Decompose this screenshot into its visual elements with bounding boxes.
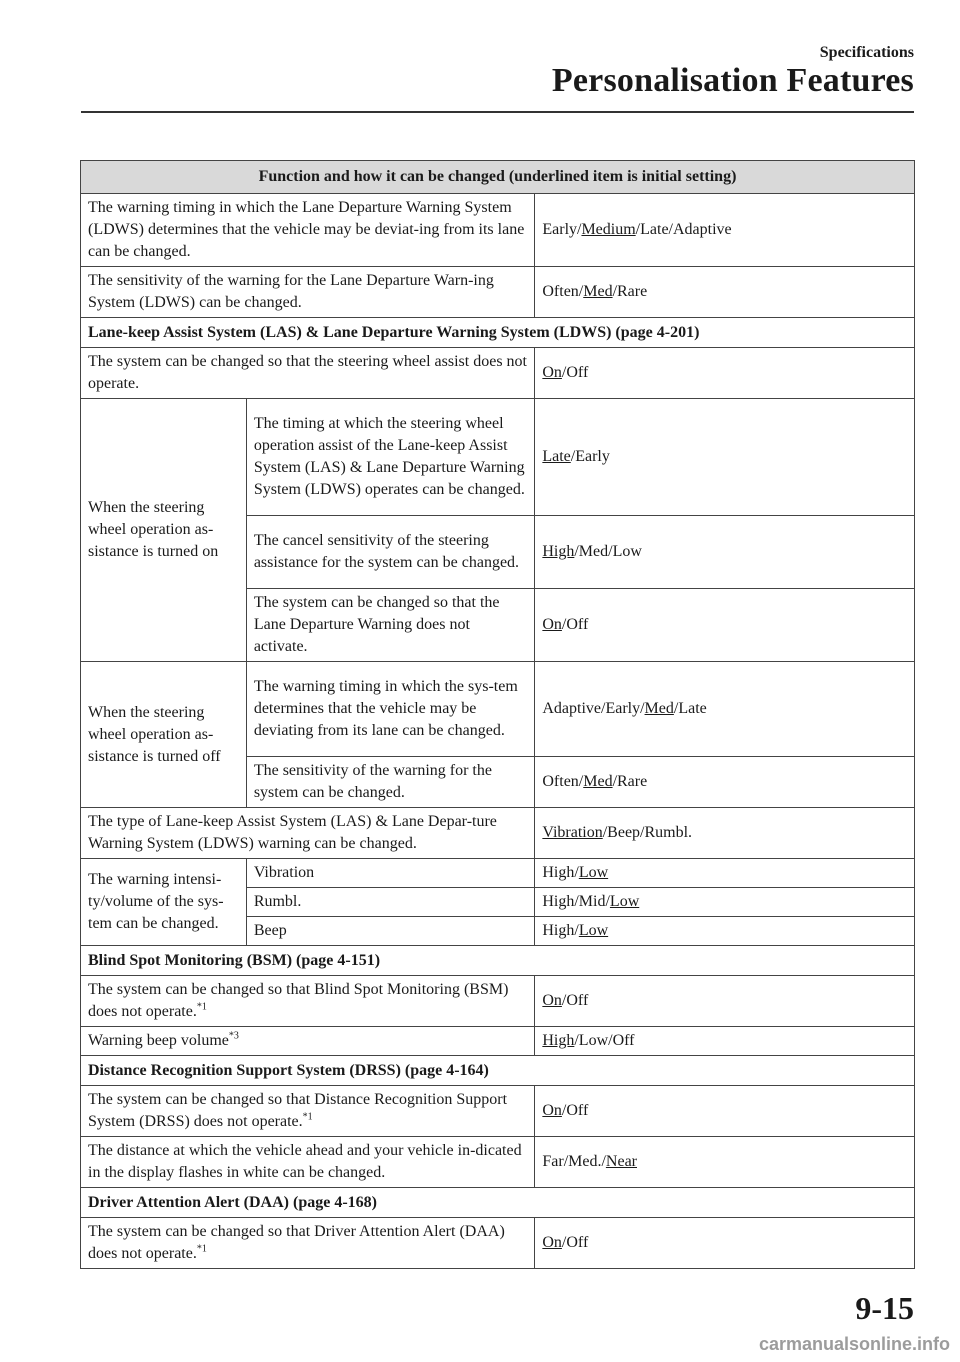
row-description: The system can be changed so that the steering wheel assist does not operate. [81, 348, 535, 399]
initial-setting: On [542, 616, 562, 633]
row-value: Late/Early [535, 399, 915, 516]
section-row [81, 1188, 915, 1218]
row-description: Vibration [246, 859, 535, 888]
watermark: carmanualsonline.info [758, 1334, 950, 1354]
section-heading-drss: Distance Recognition Support System (DRSS) (page 4-164) [81, 1056, 915, 1086]
row-description: The system can be changed so that Blind Spot Monitoring (BSM) does not operate.$^{*1}$ [81, 976, 535, 1027]
initial-setting: Low [609, 893, 640, 910]
header-rule [81, 111, 914, 113]
initial-setting: High [542, 543, 575, 560]
row-value: High/Low/Off [535, 1027, 915, 1056]
section-heading-bsm: Blind Spot Monitoring (BSM) (page 4-151) [81, 946, 915, 976]
table-row [81, 1086, 915, 1137]
initial-setting: Low [578, 922, 609, 939]
row-description: The warning timing in which the sys-tem determines that the vehicle may be deviating from its lane can be changed. [246, 662, 535, 757]
row-description: The sensitivity of the warning for the Lane Departure Warn-ing System (LDWS) can be changed. [81, 267, 535, 318]
row-value: On/Off [535, 1086, 915, 1137]
row-value: On/Off [535, 589, 915, 662]
table-row [81, 859, 915, 888]
group-label-assist-on: When the steering wheel operation as-sistance is turned on [81, 399, 247, 662]
page-number: 9-15 [855, 1290, 914, 1326]
table-row [81, 1218, 915, 1269]
row-value: High/Med/Low [535, 516, 915, 589]
row-description: The system can be changed so that the Lane Departure Warning does not activate. [246, 589, 535, 662]
row-description: The system can be changed so that Distance Recognition Support System (DRSS) does not operate.$^{*1}$ [81, 1086, 535, 1137]
initial-setting: Med [583, 773, 613, 790]
initial-setting: Med [583, 283, 613, 300]
row-value: Early/Medium/Late/Adaptive [535, 194, 915, 267]
footnote-mark: *1 [196, 1001, 207, 1013]
personalisation-table [80, 160, 915, 1269]
section-row [81, 946, 915, 976]
initial-setting: Vibration [542, 824, 603, 841]
row-value: On/Off [535, 1218, 915, 1269]
section-label: Specifications [819, 44, 914, 61]
row-description: Rumbl. [246, 888, 535, 917]
row-description: Warning beep volume$^{*3}$ [81, 1027, 535, 1056]
table-heading: Function and how it can be changed (underlined item is initial setting) [81, 161, 915, 194]
table-row [81, 976, 915, 1027]
initial-setting: On [542, 364, 562, 381]
initial-setting: Med [644, 700, 674, 717]
initial-setting: Medium [581, 221, 636, 238]
row-description: The cancel sensitivity of the steering assistance for the system can be changed. [246, 516, 535, 589]
group-label-intensity: The warning intensi-ty/volume of the sys-tem can be changed. [81, 859, 247, 946]
table-row [81, 194, 915, 267]
table-row [81, 808, 915, 859]
initial-setting: On [542, 1102, 562, 1119]
row-value: Adaptive/Early/Med/Late [535, 662, 915, 757]
page-title: Personalisation Features [551, 62, 914, 99]
table-row [81, 267, 915, 318]
row-description: The distance at which the vehicle ahead and your vehicle in-dicated in the display flashes in white can be changed. [81, 1137, 535, 1188]
row-description: Beep [246, 917, 535, 946]
footnote-mark: *1 [302, 1111, 313, 1123]
row-description: The system can be changed so that Driver Attention Alert (DAA) does not operate.$^{*1}$ [81, 1218, 535, 1269]
row-value: On/Off [535, 348, 915, 399]
table-row [81, 399, 915, 516]
initial-setting: On [542, 1234, 562, 1251]
row-description: The timing at which the steering wheel operation assist of the Lane-keep Assist System (LAS) & Lane Departure Warning System (LDWS) operates can be changed. [246, 399, 535, 516]
table-row [81, 1137, 915, 1188]
row-value: On/Off [535, 976, 915, 1027]
row-value: High/Mid/Low [535, 888, 915, 917]
section-row [81, 318, 915, 348]
footnote-mark: *1 [196, 1243, 207, 1255]
table-row [81, 662, 915, 757]
row-description: The sensitivity of the warning for the system can be changed. [246, 757, 535, 808]
row-description: The type of Lane-keep Assist System (LAS) & Lane Depar-ture Warning System (LDWS) warning can be changed. [81, 808, 535, 859]
row-value: Often/Med/Rare [535, 757, 915, 808]
table-row [81, 1027, 915, 1056]
initial-setting: Late [542, 448, 571, 465]
footnote-mark: *3 [228, 1030, 239, 1042]
row-value: High/Low [535, 859, 915, 888]
row-value: High/Low [535, 917, 915, 946]
section-row [81, 1056, 915, 1086]
row-value: Vibration/Beep/Rumbl. [535, 808, 915, 859]
table-row [81, 348, 915, 399]
table-header-row [81, 161, 915, 194]
initial-setting: Low [578, 864, 609, 881]
initial-setting: High [542, 1032, 575, 1049]
group-label-assist-off: When the steering wheel operation as-sistance is turned off [81, 662, 247, 808]
section-heading-daa: Driver Attention Alert (DAA) (page 4-168) [81, 1188, 915, 1218]
initial-setting: Near [605, 1153, 637, 1170]
row-value: Far/Med./Near [535, 1137, 915, 1188]
row-description: The warning timing in which the Lane Departure Warning System (LDWS) determines that the vehicle may be deviat-ing from its lane can be changed. [81, 194, 535, 267]
initial-setting: On [542, 992, 562, 1009]
section-heading-las: Lane-keep Assist System (LAS) & Lane Departure Warning System (LDWS) (page 4-201) [81, 318, 915, 348]
row-value: Often/Med/Rare [535, 267, 915, 318]
